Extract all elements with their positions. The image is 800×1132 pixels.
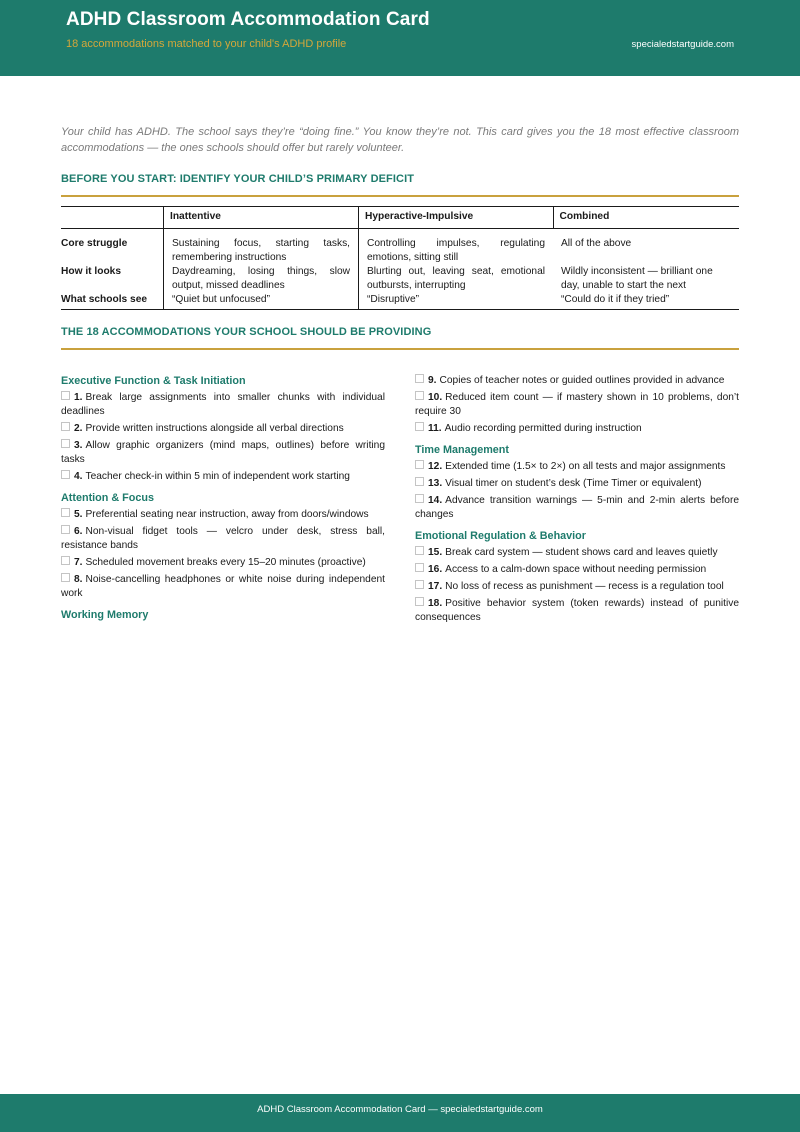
- checkbox[interactable]: [61, 556, 70, 565]
- category-heading: Time Management: [415, 444, 509, 456]
- accommodation-item: [415, 477, 739, 491]
- before-start-heading: BEFORE YOU START: IDENTIFY YOUR CHILD’S PRIMARY DEFICIT: [61, 173, 415, 185]
- accommodation-number: 12.: [428, 461, 443, 472]
- accommodation-number: 6.: [74, 526, 83, 537]
- accommodation-item: [61, 422, 385, 436]
- right-accommodation-column: [415, 374, 739, 628]
- checkbox[interactable]: [415, 546, 424, 555]
- table-cell: All of the above: [561, 238, 632, 249]
- page-title: ADHD Classroom Accommodation Card: [66, 9, 430, 30]
- accommodation-item: [415, 391, 739, 419]
- accommodation-number: 5.: [74, 509, 83, 520]
- accommodation-number: 8.: [74, 574, 83, 585]
- accommodation-number: 13.: [428, 478, 443, 489]
- heading-rule: [61, 195, 739, 197]
- checkbox[interactable]: [61, 391, 70, 400]
- checkbox[interactable]: [61, 470, 70, 479]
- accommodation-text: Access to a calm-down space without needing permission: [445, 564, 707, 575]
- page-footer: ADHD Classroom Accommodation Card — specialedstartguide.com: [0, 1094, 800, 1132]
- checkbox[interactable]: [415, 494, 424, 503]
- accommodation-number: 2.: [74, 423, 83, 434]
- accommodation-number: 11.: [428, 423, 442, 434]
- checkbox[interactable]: [415, 477, 424, 486]
- accommodation-number: 3.: [74, 440, 83, 451]
- table-row: [61, 229, 739, 266]
- accommodation-text: Non-visual fidget tools — velcro under desk, stress ball, resistance bands: [61, 526, 385, 551]
- accommodation-text: Advance transition warnings — 5-min and 2-min alerts before changes: [415, 495, 739, 520]
- accommodation-text: Audio recording permitted during instruction: [444, 423, 642, 434]
- table-header-inattentive: Inattentive: [164, 207, 359, 229]
- table-cell: Wildly inconsistent — brilliant one day, unable to start the next: [561, 266, 713, 291]
- accommodation-text: Allow graphic organizers (mind maps, outlines) before writing tasks: [61, 440, 385, 465]
- table-cell: “Quiet but unfocused”: [164, 293, 359, 310]
- accommodation-item: [415, 460, 739, 474]
- accommodation-number: 18.: [428, 598, 443, 609]
- accommodation-number: 14.: [428, 495, 443, 506]
- accommodation-item: [415, 580, 739, 594]
- checkbox[interactable]: [61, 439, 70, 448]
- accommodation-number: 15.: [428, 547, 443, 558]
- accommodation-number: 16.: [428, 564, 443, 575]
- accommodation-number: 10.: [428, 392, 443, 403]
- table-cell: “Could do it if they tried”: [553, 293, 739, 310]
- page-subtitle: 18 accommodations matched to your child's ADHD profile: [66, 38, 347, 50]
- table-cell: Sustaining focus, starting tasks, remembering instructions: [164, 229, 359, 266]
- accommodation-item: [415, 422, 739, 436]
- table-cell: “Disruptive”: [359, 293, 554, 310]
- accommodation-item: [61, 391, 385, 419]
- accommodation-item: [61, 470, 385, 484]
- table-header-cell: [61, 207, 164, 229]
- accommodation-text: Reduced item count — if mastery shown in 10 problems, don’t require 30: [415, 392, 739, 417]
- accommodation-number: 4.: [74, 471, 83, 482]
- accommodation-item: [415, 546, 739, 560]
- accommodation-item: [61, 439, 385, 467]
- accommodation-text: Noise-cancelling headphones or white noise during independent work: [61, 574, 385, 599]
- checkbox[interactable]: [61, 422, 70, 431]
- accommodation-text: Scheduled movement breaks every 15–20 minutes (proactive): [85, 557, 366, 568]
- checkbox[interactable]: [415, 597, 424, 606]
- row-label: Core struggle: [61, 238, 128, 249]
- category-heading: Emotional Regulation & Behavior: [415, 530, 586, 542]
- heading-rule: [61, 348, 739, 350]
- checkbox[interactable]: [61, 508, 70, 517]
- accommodation-text: Preferential seating near instruction, away from doors/windows: [85, 509, 369, 520]
- deficit-table: [61, 206, 739, 310]
- page-header: [0, 0, 800, 76]
- checkbox[interactable]: [415, 580, 424, 589]
- category-heading: Working Memory: [61, 609, 149, 621]
- checkbox[interactable]: [61, 525, 70, 534]
- checkbox[interactable]: [415, 391, 424, 400]
- row-label: How it looks: [61, 266, 121, 277]
- category-heading: Executive Function & Task Initiation: [61, 375, 246, 387]
- accommodation-text: Copies of teacher notes or guided outlines provided in advance: [439, 375, 725, 386]
- accommodation-item: [415, 494, 739, 522]
- accommodations-heading: THE 18 ACCOMMODATIONS YOUR SCHOOL SHOULD BE PROVIDING: [61, 326, 432, 338]
- table-cell: Daydreaming, losing things, slow output, missed deadlines: [164, 265, 359, 293]
- table-header-combined: Combined: [553, 207, 739, 229]
- accommodation-text: Break large assignments into smaller chunks with individual deadlines: [61, 392, 385, 417]
- accommodation-item: [61, 525, 385, 553]
- accommodation-number: 7.: [74, 557, 83, 568]
- row-label: What schools see: [61, 293, 164, 310]
- category-heading: Attention & Focus: [61, 492, 154, 504]
- accommodation-number: 9.: [428, 375, 437, 386]
- left-accommodation-column: [61, 374, 385, 625]
- accommodation-text: Teacher check-in within 5 min of independent work starting: [85, 471, 350, 482]
- accommodation-item: [61, 508, 385, 522]
- checkbox[interactable]: [415, 422, 424, 431]
- accommodation-text: No loss of recess as punishment — recess is a regulation tool: [445, 581, 724, 592]
- accommodation-text: Positive behavior system (token rewards) instead of punitive consequences: [415, 598, 739, 623]
- accommodation-item: [61, 556, 385, 570]
- table-cell: Controlling impulses, regulating emotions, sitting still: [359, 229, 554, 266]
- checkbox[interactable]: [415, 374, 424, 383]
- accommodation-text: Provide written instructions alongside all verbal directions: [85, 423, 344, 434]
- checkbox[interactable]: [415, 563, 424, 572]
- checkbox[interactable]: [61, 573, 70, 582]
- accommodation-item: [415, 374, 739, 388]
- table-cell: Blurting out, leaving seat, emotional outbursts, interrupting: [359, 265, 554, 293]
- accommodation-number: 1.: [74, 392, 83, 403]
- table-row: [61, 265, 739, 293]
- header-site-url: specialedstartguide.com: [631, 39, 734, 50]
- accommodation-text: Extended time (1.5× to 2×) on all tests and major assignments: [445, 461, 726, 472]
- checkbox[interactable]: [415, 460, 424, 469]
- accommodation-number: 17.: [428, 581, 443, 592]
- accommodation-text: Break card system — student shows card and leaves quietly: [445, 547, 718, 558]
- accommodation-item: [415, 597, 739, 625]
- table-header-hyperactive: Hyperactive-Impulsive: [359, 207, 554, 229]
- intro-paragraph: Your child has ADHD. The school says they’re “doing fine.” You know they’re not. This card gives you the 18 most effective classroom accommodations — the ones schools should offer but rarely volunteer.: [61, 126, 739, 154]
- accommodation-item: [415, 563, 739, 577]
- accommodation-text: Visual timer on student’s desk (Time Timer or equivalent): [445, 478, 702, 489]
- table-row: [61, 293, 739, 310]
- accommodation-item: [61, 573, 385, 601]
- deficit-table-header-row: [61, 207, 739, 229]
